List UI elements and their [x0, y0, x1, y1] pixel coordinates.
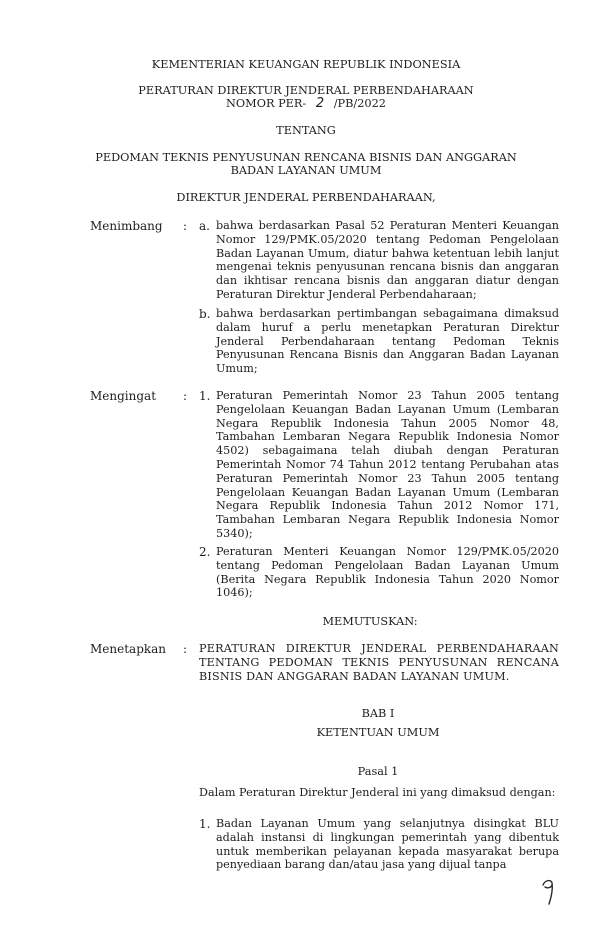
menimbang-item-a-text: bahwa berdasarkan Pasal 52 Peraturan Menteri Keuangan Nomor 129/PMK.05/2020 tentang Pedoman Pengelolaan Badan Layanan Umum, diatur bahwa ketentuan lebih lanjut mengenai teknis penyusunan rencana bisnis dan anggaran dan ikhtisar rencana bisnis dan anggaran diatur dengan Peraturan Direktur Jenderal Perbendaharaan; [216, 219, 559, 301]
mengingat-colon: : [183, 389, 188, 403]
tentang-heading: TENTANG [276, 124, 336, 137]
menetapkan-text: PERATURAN DIREKTUR JENDERAL PERBENDAHARAAN TENTANG PEDOMAN TEKNIS PENYUSUNAN RENCANA BISNIS DAN ANGGARAN BADAN LAYANAN UMUM. [199, 642, 559, 683]
menetapkan-colon: : [183, 642, 188, 656]
pasal-intro: Dalam Peraturan Direktur Jenderal ini yang dimaksud dengan: [199, 786, 556, 799]
bab-title: KETENTUAN UMUM [316, 726, 440, 739]
mengingat-item-1-text: Peraturan Pemerintah Nomor 23 Tahun 2005 tentang Pengelolaan Keuangan Badan Layanan Umum (Lembaran Negara Republik Indonesia Tahun 2005 Nomor 48, Tambahan Lembaran Negara Republik Indonesia Nomor 4502) sebagaimana telah diubah dengan Peraturan Pemerintah Nomor 74 Tahun 2012 tentang Perubahan atas Peraturan Pemerintah Nomor 23 Tahun 2005 tentang Pengelolaan Keuangan Badan Layanan Umum (Lembaran Negara Republik Indonesia Tahun 2012 Nomor 171, Tambahan Lembaran Negara Republik Indonesia Nomor 5340); [216, 389, 559, 540]
pasal-item-1-mark: 1. [199, 817, 211, 831]
menimbang-label: Menimbang [90, 219, 163, 233]
regulation-number [0, 97, 612, 110]
number-suffix: /PB/2022 [333, 97, 386, 110]
bab-number: BAB I [361, 707, 395, 720]
memutuskan-heading: MEMUTUSKAN: [322, 615, 418, 628]
mengingat-item-2-mark: 2. [199, 545, 211, 559]
mengingat-item-2-text: Peraturan Menteri Keuangan Nomor 129/PMK.05/2020 tentang Pedoman Pengelolaan Badan Layanan Umum (Berita Negara Republik Indonesia Tahun 2020 Nomor 1046); [216, 545, 559, 600]
menimbang-colon: : [183, 219, 188, 233]
issuer-heading: DIREKTUR JENDERAL PERBENDAHARAAN, [176, 191, 436, 204]
number-prefix: NOMOR PER- [226, 97, 307, 110]
mengingat-label: Mengingat [90, 389, 157, 403]
regulation-title: PERATURAN DIREKTUR JENDERAL PERBENDAHARAAN [138, 84, 474, 97]
menimbang-item-b-mark: b. [199, 307, 211, 321]
subject-line-2: BADAN LAYANAN UMUM [230, 164, 382, 177]
pasal-title: Pasal 1 [357, 765, 399, 778]
handwritten-number: 2 [315, 96, 325, 111]
menimbang-item-a-mark: a. [199, 219, 210, 233]
pasal-item-1-text: Badan Layanan Umum yang selanjutnya disingkat BLU adalah instansi di lingkungan pemerintah yang dibentuk untuk memberikan pelayanan kepada masyarakat berupa penyediaan barang dan/atau jasa yang dijual tanpa [216, 817, 559, 872]
menetapkan-label: Menetapkan [90, 642, 167, 656]
subject-line-1: PEDOMAN TEKNIS PENYUSUNAN RENCANA BISNIS DAN ANGGARAN [95, 151, 517, 164]
mengingat-item-1-mark: 1. [199, 389, 211, 403]
ministry-heading: KEMENTERIAN KEUANGAN REPUBLIK INDONESIA [151, 58, 461, 71]
menimbang-item-b-text: bahwa berdasarkan pertimbangan sebagaimana dimaksud dalam huruf a perlu menetapkan Peraturan Direktur Jenderal Perbendaharaan tentang Pedoman Teknis Penyusunan Rencana Bisnis dan Anggaran Badan Layanan Umum; [216, 307, 559, 376]
paraf-signature-mark [536, 876, 566, 906]
